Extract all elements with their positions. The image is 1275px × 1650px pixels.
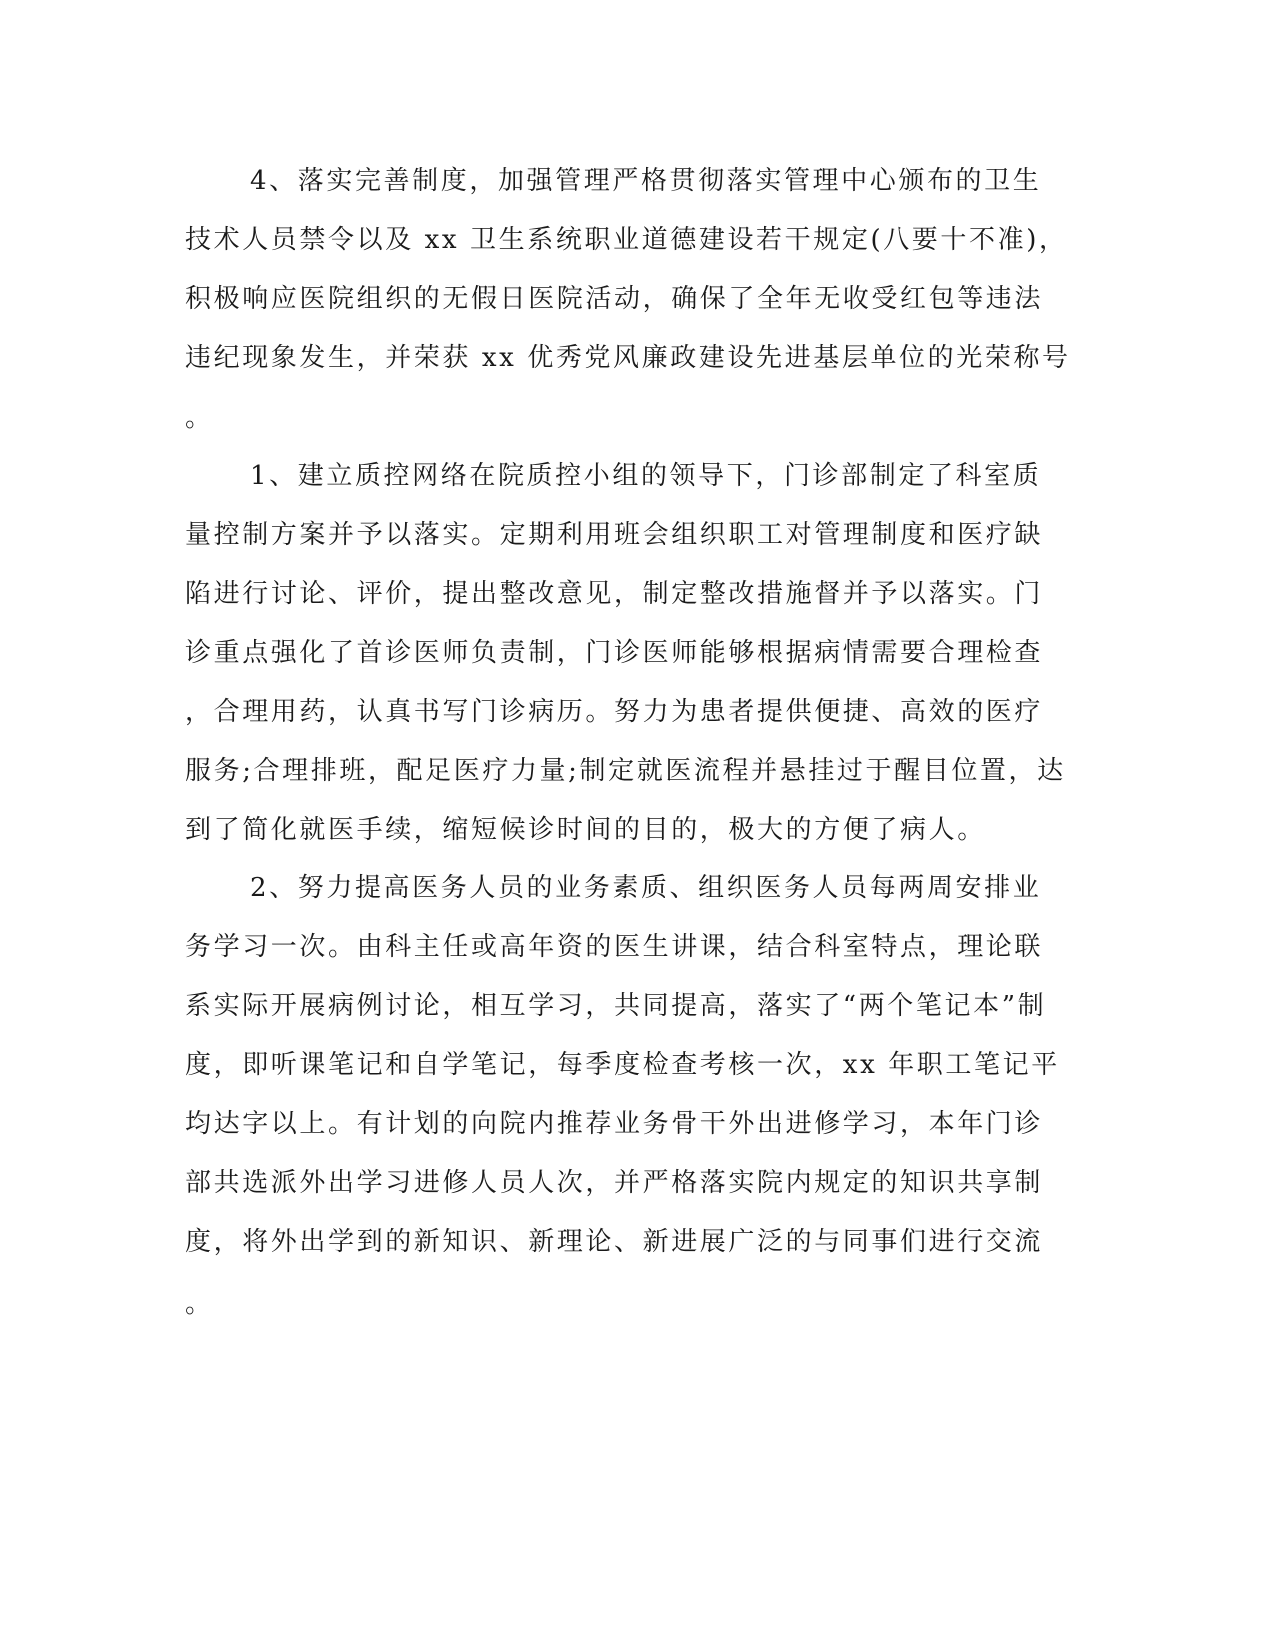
paragraph-line: 度，即听课笔记和自学笔记，每季度检查考核一次，xx 年职工笔记平 (185, 1050, 1060, 1080)
paragraph-line: 2、努力提高医务人员的业务素质、组织医务人员每两周安排业 (250, 873, 1042, 903)
paragraph-line: 系实际开展病例讨论，相互学习，共同提高，落实了“两个笔记本”制 (185, 991, 1047, 1021)
paragraph-line: 务学习一次。由科主任或高年资的医生讲课，结合科室特点，理论联 (185, 932, 1044, 962)
paragraph-line: 1、建立质控网络在院质控小组的领导下，门诊部制定了科室质 (250, 461, 1042, 491)
paragraph-line: ，合理用药，认真书写门诊病历。努力为患者提供便捷、高效的医疗 (185, 697, 1044, 727)
paragraph-line: 技术人员禁令以及 xx 卫生系统职业道德建设若干规定(八要十不准)， (185, 225, 1068, 255)
paragraph-line: 4、落实完善制度，加强管理严格贯彻落实管理中心颁布的卫生 (250, 166, 1042, 196)
paragraph-line: 量控制方案并予以落实。定期利用班会组织职工对管理制度和医疗缺 (185, 520, 1044, 550)
paragraph-line: 诊重点强化了首诊医师负责制，门诊医师能够根据病情需要合理检查 (185, 638, 1044, 668)
paragraph-line: 。 (185, 403, 214, 433)
paragraph-line: 服务;合理排班，配足医疗力量;制定就医流程并悬挂过于醒目位置，达 (185, 756, 1066, 786)
paragraph-line: 。 (185, 1289, 214, 1319)
paragraph-line: 陷进行讨论、评价，提出整改意见，制定整改措施督并予以落实。门 (185, 579, 1044, 609)
paragraph-line: 违纪现象发生，并荣获 xx 优秀党风廉政建设先进基层单位的光荣称号 (185, 343, 1071, 373)
paragraph-line: 积极响应医院组织的无假日医院活动，确保了全年无收受红包等违法 (185, 284, 1044, 314)
paragraph-line: 均达字以上。有计划的向院内推荐业务骨干外出进修学习，本年门诊 (185, 1109, 1044, 1139)
paragraph-line: 度，将外出学到的新知识、新理论、新进展广泛的与同事们进行交流 (185, 1227, 1044, 1257)
paragraph-line: 到了简化就医手续，缩短候诊时间的目的，极大的方便了病人。 (185, 815, 986, 845)
paragraph-line: 部共选派外出学习进修人员人次，并严格落实院内规定的知识共享制 (185, 1168, 1044, 1198)
